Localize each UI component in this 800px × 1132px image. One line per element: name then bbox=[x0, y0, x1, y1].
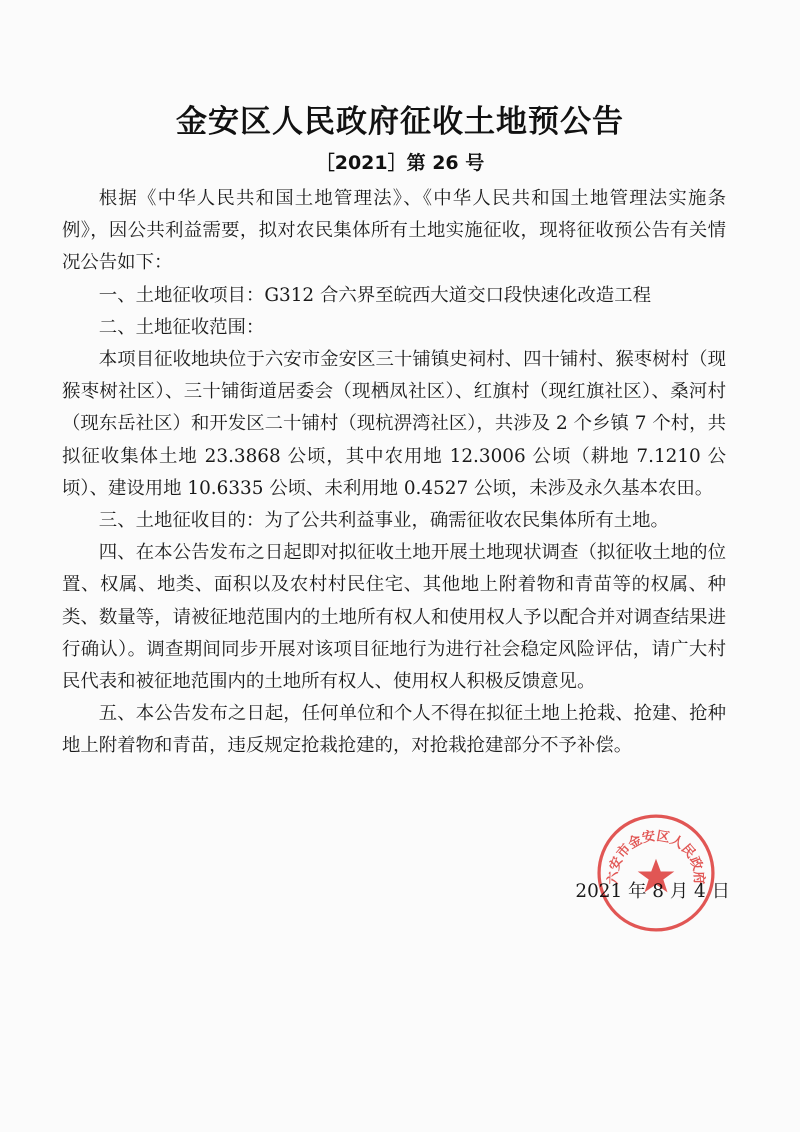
document-body bbox=[62, 183, 726, 763]
paragraph-prohibition: 五、本公告发布之日起，任何单位和个人不得在拟征土地上抢栽、抢建、抢种地上附着物和青苗，违反规定抢栽抢建的，对抢栽抢建部分不予补偿。 bbox=[62, 703, 726, 757]
document-title: 金安区人民政府征收土地预公告 bbox=[176, 104, 624, 140]
paragraph-project: 一、土地征收项目：G312 合六界至皖西大道交口段快速化改造工程 bbox=[98, 284, 651, 306]
paragraph-scope: 本项目征收地块位于六安市金安区三十铺镇史祠村、四十铺村、猴枣树村（现猴枣树社区）、三十铺街道居委会（现栖凤社区）、红旗村（现红旗社区）、桑河村（现东岳社区）和开发区二十铺村（现杭淠湾社区），共涉及 2 个乡镇 7 个村，共拟征收集体土地 23.3868 公顷，其中农用地 12.3006 公顷（耕地 7.1210 公顷）、建设用地 10.6335 公顷、未利用地 0.4527 公顷，未涉及永久基本农田。 bbox=[62, 349, 726, 499]
paragraph-purpose: 三、土地征收目的：为了公共利益事业，确需征收农民集体所有土地。 bbox=[98, 510, 669, 532]
paragraph-survey: 四、在本公告发布之日起即对拟征收土地开展土地现状调查（拟征收土地的位置、权属、地类、面积以及农村村民住宅、其他地上附着物和青苗等的权属、种类、数量等，请被征地范围内的土地所有权人和使用权人予以配合并对调查结果进行确认）。调查期间同步开展对该项目征地行为进行社会稳定风险评估，请广大村民代表和被征地范围内的土地所有权人、使用权人积极反馈意见。 bbox=[62, 542, 726, 693]
issue-date: 2021 年 8 月 4 日 bbox=[575, 881, 730, 902]
seal-text: 六安市金安区人民政府 bbox=[606, 829, 706, 885]
official-seal-icon bbox=[595, 812, 717, 934]
document-number: ［2021］第 26 号 bbox=[315, 152, 485, 174]
paragraph-intro: 根据《中华人民共和国土地管理法》、《中华人民共和国土地管理法实施条例》，因公共利益需要，拟对农民集体所有土地实施征收，现将征收预公告有关情况公告如下： bbox=[62, 188, 726, 274]
paragraph-scope-heading: 二、土地征收范围： bbox=[98, 316, 265, 338]
